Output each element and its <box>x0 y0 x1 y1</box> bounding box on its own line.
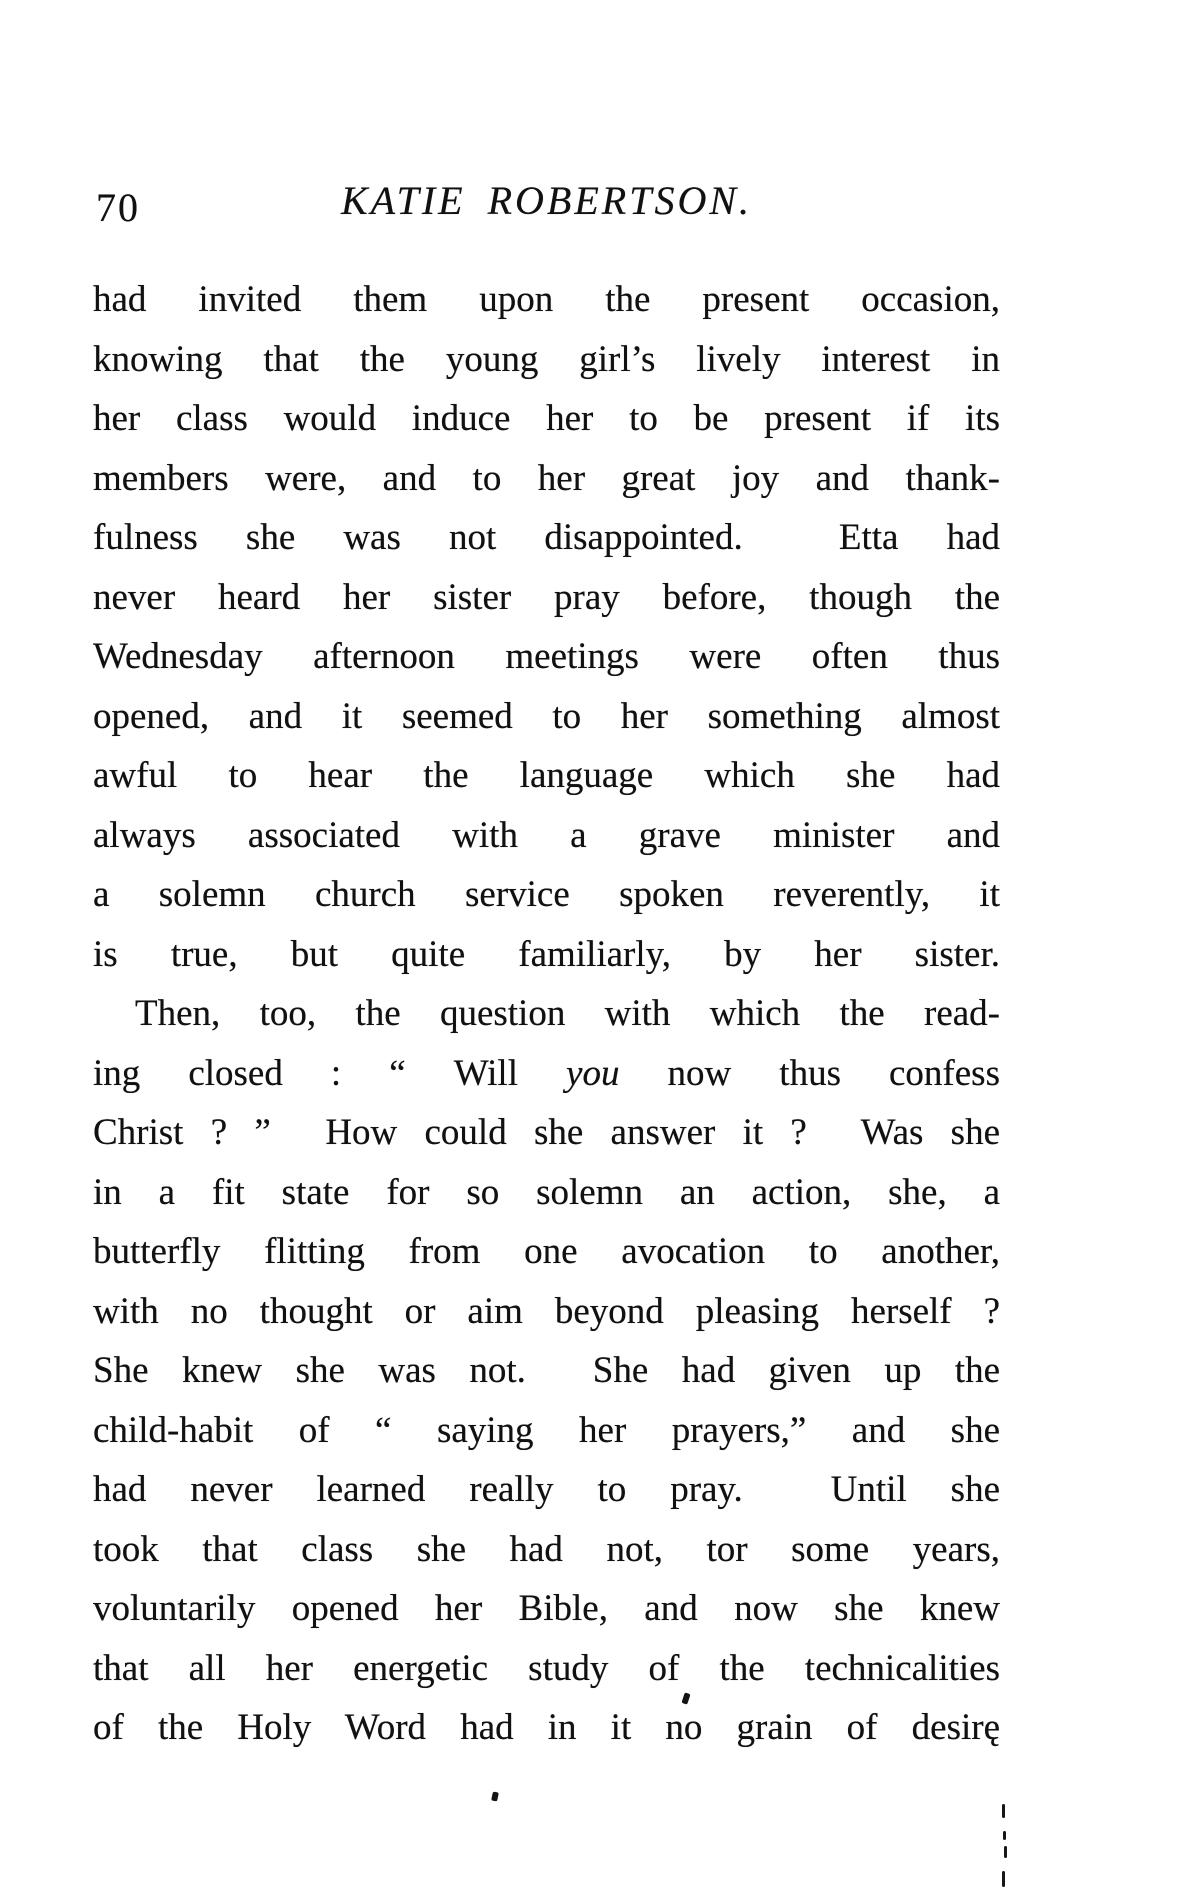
scan-artifact-dash <box>1002 1804 1005 1818</box>
text-line: had invited them upon the present occasion, <box>93 279 1000 320</box>
text-line: had never learned really to pray. Until she <box>93 1469 1000 1510</box>
text-line: with no thought or aim beyond pleasing herself ? <box>93 1290 1000 1332</box>
scan-artifact-dash <box>1002 1871 1005 1887</box>
scan-artifact-dash <box>1003 1831 1006 1840</box>
text-line: that all her energetic study of the technicalities <box>93 1647 1000 1689</box>
text-line: a solemn church service spoken reverently, it <box>93 874 1000 915</box>
text-line: knowing that the young girl’s lively interest in <box>93 338 1000 380</box>
text-line: awful to hear the language which she had <box>93 755 1000 796</box>
text-segment: ing closed : “ Will <box>93 1052 567 1094</box>
italic-word: you <box>566 1052 620 1094</box>
text-line: fulness she was not disappointed. Etta had <box>93 517 1000 558</box>
text-line: in a fit state for so solemn an action, she, a <box>93 1171 1000 1213</box>
text-line: opened, and it seemed to her something almost <box>93 695 1000 737</box>
ink-speck <box>491 1791 499 1801</box>
text-line: Christ ? ” How could she answer it ? Was she <box>93 1112 1000 1153</box>
text-line: her class would induce her to be present if its <box>93 398 1000 439</box>
text-line: members were, and to her great joy and thank- <box>93 457 1000 499</box>
text-line: took that class she had not, tor some years, <box>93 1528 1000 1570</box>
text-line: child-habit of “ saying her prayers,” and she <box>93 1409 1000 1451</box>
text-line: of the Holy Word had in it no grain of desirę <box>93 1707 1000 1748</box>
text-line: always associated with a grave minister and <box>93 814 1000 856</box>
text-line: She knew she was not. She had given up the <box>93 1350 1000 1391</box>
body-text-block <box>93 270 1000 1758</box>
text-line: voluntarily opened her Bible, and now she knew <box>93 1588 1000 1629</box>
text-line: never heard her sister pray before, though the <box>93 576 1000 618</box>
text-segment: now thus confess <box>619 1052 1000 1094</box>
page-number: 70 <box>96 185 140 230</box>
scan-artifact-dash <box>1004 1846 1007 1858</box>
paragraph-start-line: Then, too, the question with which the read- <box>135 993 1000 1034</box>
text-line: is true, but quite familiarly, by her sister. <box>93 933 1000 975</box>
text-line <box>93 1044 1000 1104</box>
text-line: butterfly flitting from one avocation to another, <box>93 1231 1000 1272</box>
running-head: KATIE ROBERTSON. <box>340 178 753 223</box>
text-line: Wednesday afternoon meetings were often thus <box>93 636 1000 677</box>
